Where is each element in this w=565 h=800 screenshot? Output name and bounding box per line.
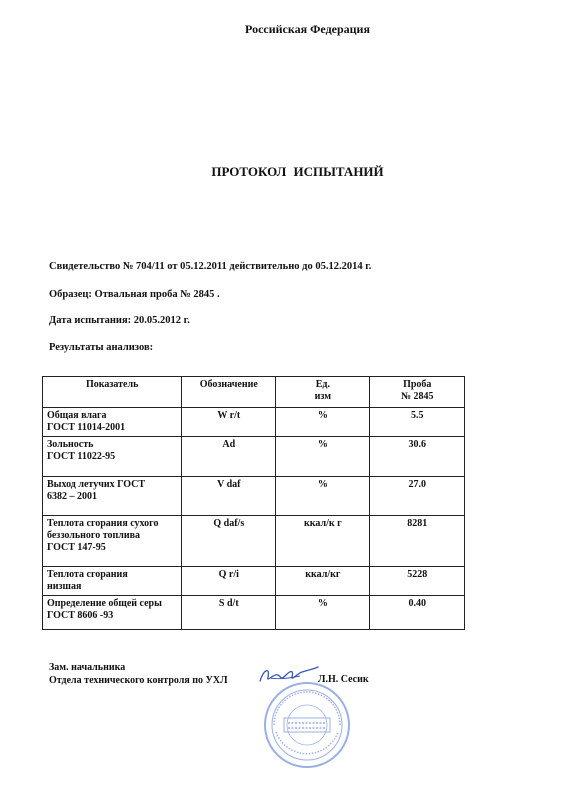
cell-value: 27.0 [370, 477, 465, 516]
signatory-name: Л.Н. Сесик [318, 674, 369, 685]
position-line-1: Зам. начальника [49, 662, 126, 673]
cell-unit: ккал/к г [276, 516, 370, 567]
header-unit: Ед. изм [276, 377, 370, 408]
cell-value: 5.5 [370, 408, 465, 437]
test-date-line: Дата испытания: 20.05.2012 г. [49, 315, 190, 326]
results-table [42, 376, 465, 630]
official-stamp [262, 680, 352, 770]
table-row [43, 596, 465, 630]
cell-unit: ккал/кг [276, 567, 370, 596]
table-row [43, 437, 465, 477]
cell-indicator: Определение общей серы ГОСТ 8606 -93 [43, 596, 182, 630]
cell-value: 8281 [370, 516, 465, 567]
cell-unit: % [276, 477, 370, 516]
cell-unit: % [276, 596, 370, 630]
certificate-line: Свидетельство № 704/11 от 05.12.2011 действительно до 05.12.2014 г. [49, 261, 372, 272]
cell-indicator: Зольность ГОСТ 11022-95 [43, 437, 182, 477]
cell-designation: W r/t [182, 408, 276, 437]
cell-designation: Q daf/s [182, 516, 276, 567]
cell-indicator: Теплота сгорания сухого беззольного топлива ГОСТ 147-95 [43, 516, 182, 567]
table-row [43, 477, 465, 516]
header-sample: Проба № 2845 [370, 377, 465, 408]
cell-indicator: Общая влага ГОСТ 11014-2001 [43, 408, 182, 437]
cell-designation: S d/t [182, 596, 276, 630]
cell-value: 5228 [370, 567, 465, 596]
document-title: ПРОТОКОЛ ИСПЫТАНИЙ [211, 164, 384, 179]
table-row [43, 567, 465, 596]
cell-indicator: Выход летучих ГОСТ 6382 – 2001 [43, 477, 182, 516]
header-indicator: Показатель [43, 377, 182, 408]
sample-line: Образец: Отвальная проба № 2845 . [49, 289, 220, 300]
table-header-row [43, 377, 465, 408]
position-line-2: Отдела технического контроля по УХЛ [49, 675, 228, 686]
cell-designation: Q r/i [182, 567, 276, 596]
cell-designation: V daf [182, 477, 276, 516]
table-row [43, 516, 465, 567]
cell-unit: % [276, 437, 370, 477]
country-header: Российская Федерация [245, 22, 370, 36]
results-label: Результаты анализов: [49, 342, 154, 353]
cell-indicator: Теплота сгорания низшая [43, 567, 182, 596]
header-designation: Обозначение [182, 377, 276, 408]
table-row [43, 408, 465, 437]
cell-unit: % [276, 408, 370, 437]
signatory-position [49, 661, 228, 687]
cell-value: 0.40 [370, 596, 465, 630]
cell-designation: Ad [182, 437, 276, 477]
cell-value: 30.6 [370, 437, 465, 477]
